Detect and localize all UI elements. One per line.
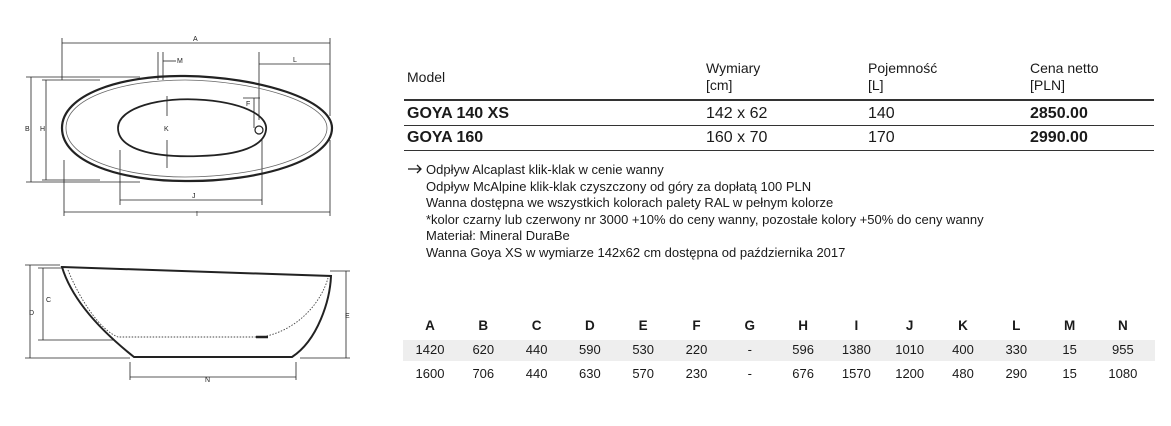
svg-text:J: J <box>192 193 196 200</box>
model-name: GOYA 140 XS <box>407 105 509 122</box>
dimension-header-k: K <box>958 318 968 333</box>
note-line: Materiał: Mineral DuraBe <box>426 228 570 244</box>
note-line: Wanna Goya XS w wymiarze 142x62 cm dostępna od października 2017 <box>426 244 846 260</box>
table-divider-top <box>404 99 1154 101</box>
dimension-value-h: 676 <box>792 366 814 381</box>
dimension-header-b: B <box>478 318 489 333</box>
dimension-value-i: 1570 <box>841 366 871 381</box>
bathtub-technical-drawing <box>0 0 390 426</box>
table-divider-bottom <box>404 150 1154 151</box>
model-capacity: 140 <box>868 105 895 122</box>
header-price <box>1030 60 1099 94</box>
model-dimensions: 160 x 70 <box>706 129 768 146</box>
dimension-header-n: N <box>1118 318 1128 333</box>
bathtub-side-profile <box>62 267 331 357</box>
dimension-header-c: C <box>531 318 542 333</box>
svg-text:I: I <box>196 211 198 218</box>
model-dimensions: 142 x 62 <box>706 105 768 122</box>
dimension-header-h: H <box>798 318 808 333</box>
svg-text:A: A <box>193 36 198 43</box>
header-capacity <box>868 60 937 94</box>
arrow-right-icon <box>407 162 426 179</box>
dimension-value-c: 440 <box>525 366 548 381</box>
dimension-value-b: 620 <box>472 342 495 357</box>
model-capacity: 170 <box>868 129 895 146</box>
dimension-value-l: 290 <box>1005 366 1028 381</box>
dimension-value-j: 1200 <box>895 366 925 381</box>
header-price-title: Cena netto <box>1030 60 1099 76</box>
svg-text:B: B <box>25 126 30 133</box>
dimension-header-i: I <box>854 318 859 333</box>
dimension-value-f: 220 <box>685 342 708 357</box>
bathtub-outer-rim-top-view <box>62 76 332 181</box>
svg-text:N: N <box>205 377 211 384</box>
header-price-unit: [PLN] <box>1030 77 1066 93</box>
svg-text:F: F <box>246 101 251 108</box>
dimension-header-l: L <box>1012 318 1021 333</box>
bathtub-basin-top-view <box>118 99 266 156</box>
svg-text:L: L <box>293 57 297 64</box>
svg-text:H: H <box>40 126 46 133</box>
dimension-value-l: 330 <box>1005 342 1028 357</box>
dimension-value-n: 955 <box>1112 342 1134 357</box>
dimension-value-f: 230 <box>685 366 708 381</box>
dimension-header-j: J <box>905 318 914 333</box>
svg-text:M: M <box>177 58 183 65</box>
dimension-value-c: 440 <box>525 342 548 357</box>
dimension-header-a: A <box>425 318 435 333</box>
dimension-value-e: 530 <box>632 342 655 357</box>
dimension-value-h: 596 <box>792 342 814 357</box>
note-text: Odpływ Alcaplast klik-klak w cenie wanny <box>426 162 664 177</box>
dimension-header-m: M <box>1063 318 1076 333</box>
dimension-header-g: G <box>744 318 756 333</box>
dimension-value-i: 1380 <box>841 342 871 357</box>
dimension-value-d: 590 <box>579 342 601 357</box>
dimension-value-b: 706 <box>472 366 495 381</box>
dimension-header-e: E <box>638 318 648 333</box>
header-dimensions <box>706 60 760 94</box>
drain-icon <box>255 126 263 134</box>
note-line: *kolor czarny lub czerwony nr 3000 +10% do ceny wanny, pozostałe kolory +50% do ceny wanny <box>426 211 984 227</box>
dimension-value-e: 570 <box>632 366 655 381</box>
svg-text:C: C <box>46 297 52 304</box>
dimension-value-g: - <box>747 342 752 357</box>
table-divider-middle <box>404 125 1154 126</box>
svg-text:K: K <box>164 126 169 133</box>
note-line: Wanna dostępna we wszystkich kolorach palety RAL w pełnym kolorze <box>426 195 834 211</box>
model-name: GOYA 160 <box>407 129 484 146</box>
header-dimensions-unit: [cm] <box>706 77 733 93</box>
header-model: Model <box>407 69 446 85</box>
header-dimensions-title: Wymiary <box>706 60 761 76</box>
note-line <box>407 162 984 179</box>
dimension-value-k: 400 <box>952 342 974 357</box>
model-price: 2850.00 <box>1030 105 1088 122</box>
svg-text:D: D <box>29 310 35 317</box>
model-price: 2990.00 <box>1030 129 1088 146</box>
dimension-value-a: 1420 <box>415 342 445 357</box>
dimension-value-d: 630 <box>579 366 601 381</box>
notes-block <box>407 162 984 262</box>
note-line: Odpływ McAlpine klik-klak czyszczony od góry za dopłatą 100 PLN <box>426 178 812 194</box>
svg-text:E: E <box>345 313 350 320</box>
header-capacity-title: Pojemność <box>868 60 938 76</box>
dimension-header-f: F <box>692 318 701 333</box>
dimension-value-k: 480 <box>952 366 974 381</box>
dimension-value-m: 15 <box>1062 342 1077 357</box>
dimension-header-d: D <box>585 318 595 333</box>
dimension-value-n: 1080 <box>1108 366 1138 381</box>
dimension-value-g: - <box>747 366 752 381</box>
dimension-value-m: 15 <box>1062 366 1077 381</box>
dimension-value-a: 1600 <box>415 366 445 381</box>
header-capacity-unit: [L] <box>868 77 884 93</box>
dimension-value-j: 1010 <box>895 342 925 357</box>
